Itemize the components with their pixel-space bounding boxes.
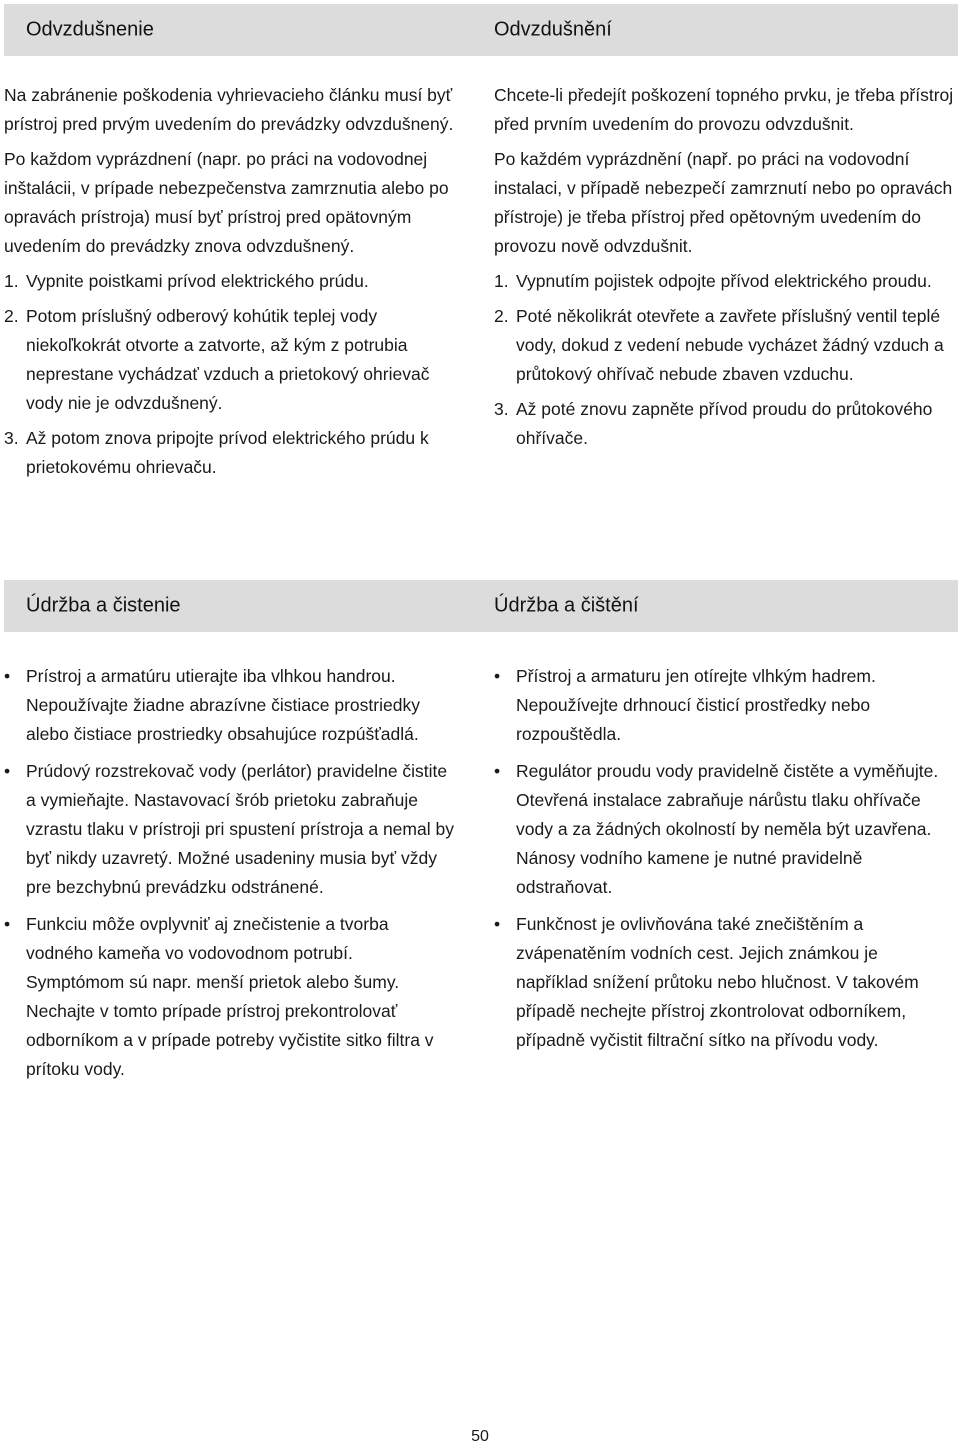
paragraph: Chcete-li předejít poškození topného prvku, je třeba přístroj před prvním uvedením do provozu odvzdušnit. xyxy=(494,85,954,134)
section-header-maintenance xyxy=(4,580,958,632)
step-number: 1. xyxy=(494,271,509,291)
step-item xyxy=(494,395,954,453)
list-item-text: Prúdový rozstrekovač vody (perlátor) pravidelne čistite a vymieňajte. Nastavovací šrób prietoku zabraňuje vzrastu tlaku v prístroji pri spustení prístroja a nemal by byť nikdy uzavretý. Možné usadeniny musia byť vždy pre bezchybnú prevádzku odstránené. xyxy=(26,761,454,897)
paragraph: Po každém vyprázdnění (např. po práci na vodovodní instalaci, v případě nebezpečí zamrznutí nebo po opravách přístroje) je třeba přístroj před opětovným uvedením do provozu nově odvzdušnit. xyxy=(494,149,953,256)
maintenance-cz-column xyxy=(494,662,954,1063)
list-item xyxy=(4,662,454,749)
step-text: Až poté znovu zapněte přívod proudu do průtokového ohřívače. xyxy=(516,399,933,448)
step-text: Vypnite poistkami prívod elektrického prúdu. xyxy=(26,271,369,291)
venting-sk-column xyxy=(4,81,454,488)
bullet-icon: • xyxy=(4,761,11,781)
step-number: 3. xyxy=(494,399,509,419)
list-item-text: Přístroj a armaturu jen otírejte vlhkým hadrem. Nepoužívejte drhnoucí čisticí prostředky nebo rozpouštědla. xyxy=(516,666,876,744)
list-item xyxy=(4,910,454,1084)
bullet-list xyxy=(4,662,454,1084)
heading-sk-venting: Odvzdušnenie xyxy=(26,18,154,41)
step-item xyxy=(494,267,954,296)
step-text: Potom príslušný odberový kohútik teplej vody niekoľkokrát otvorte a zatvorte, až kým z potrubia neprestane vychádzať vzduch a prietokový ohrievač vody nie je odvzdušnený. xyxy=(26,306,430,413)
bullet-icon: • xyxy=(4,914,11,934)
section-header-venting xyxy=(4,4,958,56)
list-item-text: Funkciu môže ovplyvniť aj znečistenie a tvorba vodného kameňa vo vodovodnom potrubí. Symptómom sú napr. menší prietok alebo šumy. Nechajte v tomto prípade prístroj prekontrolovať odborníkom a v prípade potreby vyčistite sitko filtra v prítoku vody. xyxy=(26,914,434,1079)
heading-cz-maintenance: Údržba a čištění xyxy=(494,594,639,617)
heading-cz-venting: Odvzdušnění xyxy=(494,18,612,41)
bullet-icon: • xyxy=(494,761,501,781)
list-item xyxy=(494,910,954,1055)
step-number: 2. xyxy=(494,306,509,326)
step-item xyxy=(4,424,454,482)
bullet-icon: • xyxy=(494,666,501,686)
step-text: Poté několikrát otevřete a zavřete příslušný ventil teplé vody, dokud z vedení nebude vycházet žádný vzduch a průtokový ohřívač nebude zbaven vzduchu. xyxy=(516,306,944,384)
step-number: 3. xyxy=(4,428,19,448)
paragraph: Po každom vyprázdnení (napr. po práci na vodovodnej inštalácii, v prípade nebezpečenstva zamrznutia alebo po opravách prístroja) musí byť prístroj pred opätovným uvedením do prevádzky znova odvzdušnený. xyxy=(4,149,449,256)
step-item xyxy=(4,267,454,296)
list-item-text: Regulátor proudu vody pravidelně čistěte a vyměňujte. Otevřená instalace zabraňuje nárůstu tlaku ohřívače vody a za žádných okolností by neměla být uzavřena. Nánosy vodního kamene je nutné pravidelně odstraňovat. xyxy=(516,761,939,897)
step-text: Až potom znova pripojte prívod elektrického prúdu k prietokovému ohrievaču. xyxy=(26,428,429,477)
list-item-text: Prístroj a armatúru utierajte iba vlhkou handrou. Nepoužívajte žiadne abrazívne čistiace prostriedky alebo čistiace prostriedky obsahujúce rozpúšťadlá. xyxy=(26,666,420,744)
list-item xyxy=(4,757,454,902)
step-item xyxy=(4,302,454,418)
list-item-text: Funkčnost je ovlivňována také znečištěním a zvápenatěním vodních cest. Jejich známkou je například snížení průtoku nebo hlučnost. V takovém případě nechejte přístroj zkontrolovat odborníkem, případně vyčistit filtrační sítko na přívodu vody. xyxy=(516,914,919,1050)
step-number: 1. xyxy=(4,271,19,291)
step-text: Vypnutím pojistek odpojte přívod elektrického proudu. xyxy=(516,271,932,291)
step-number: 2. xyxy=(4,306,19,326)
bullet-icon: • xyxy=(494,914,501,934)
step-item xyxy=(494,302,954,389)
list-item xyxy=(494,662,954,749)
bullet-list xyxy=(494,662,954,1055)
bullet-icon: • xyxy=(4,666,11,686)
list-item xyxy=(494,757,954,902)
maintenance-sk-column xyxy=(4,662,454,1092)
heading-sk-maintenance: Údržba a čistenie xyxy=(26,594,181,617)
venting-cz-column xyxy=(494,81,954,459)
paragraph: Na zabránenie poškodenia vyhrievacieho článku musí byť prístroj pred prvým uvedením do prevádzky odvzdušnený. xyxy=(4,85,454,134)
page-number: 50 xyxy=(471,1428,489,1445)
